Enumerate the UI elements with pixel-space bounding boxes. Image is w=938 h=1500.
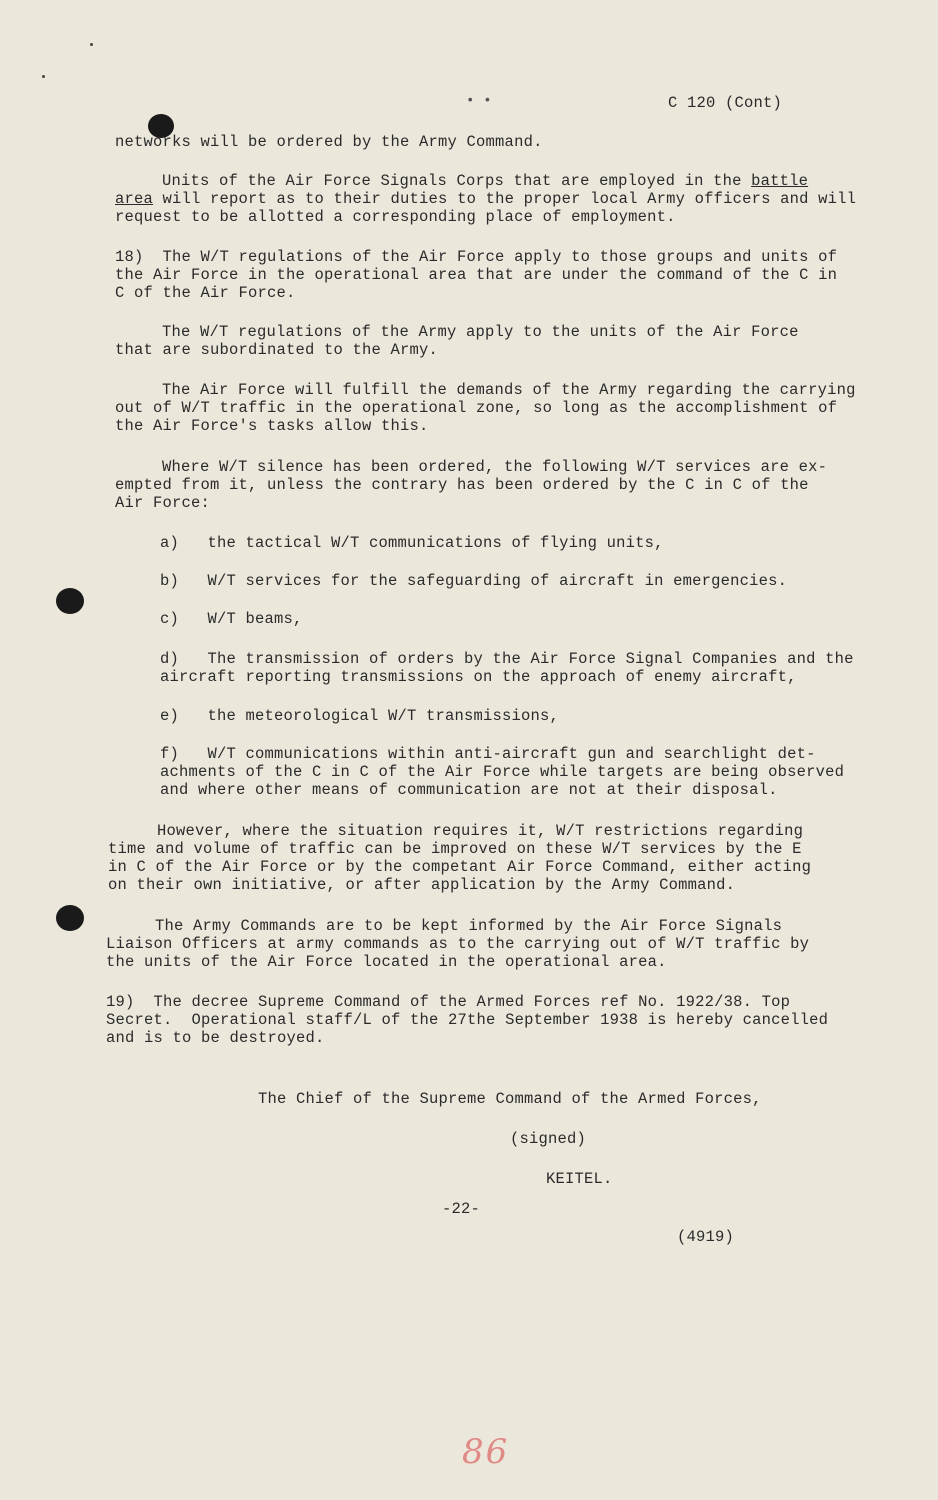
text-line: The Army Commands are to be kept informed by the Air Force Signals xyxy=(155,917,783,935)
handwritten-page-number: 86 xyxy=(462,1432,510,1472)
list-item-f: f) W/T communications within anti-aircraft gun and searchlight det- xyxy=(160,745,816,763)
underlined-word: area xyxy=(115,190,154,208)
signatory-title: The Chief of the Supreme Command of the Armed Forces, xyxy=(258,1090,762,1108)
text-line: and is to be destroyed. xyxy=(106,1029,325,1047)
text-line: The W/T regulations of the Army apply to the units of the Air Force xyxy=(162,323,799,341)
section-19-line: 19) The decree Supreme Command of the Armed Forces ref No. 1922/38. Top xyxy=(106,993,791,1011)
header-dots: • • xyxy=(466,93,492,109)
text-line: time and volume of traffic can be improved on these W/T services by the E xyxy=(108,840,802,858)
text-line: the units of the Air Force located in the operational area. xyxy=(106,953,667,971)
text-line: empted from it, unless the contrary has been ordered by the C in C of the xyxy=(115,476,809,494)
document-reference: C 120 (Cont) xyxy=(668,94,783,112)
document-code: (4919) xyxy=(677,1228,735,1246)
list-item-e: e) the meteorological W/T transmissions, xyxy=(160,707,560,725)
text-segment: will report as to their duties to the proper local Army officers and will xyxy=(153,190,857,208)
text-line: aircraft reporting transmissions on the approach of enemy aircraft, xyxy=(160,668,797,686)
signed-note: (signed) xyxy=(510,1130,587,1148)
text-line: Where W/T silence has been ordered, the following W/T services are ex- xyxy=(162,458,828,476)
text-line: and where other means of communication are not at their disposal. xyxy=(160,781,778,799)
punch-hole xyxy=(56,588,84,614)
text-line: C of the Air Force. xyxy=(115,284,296,302)
speck xyxy=(42,75,45,78)
text-line: the Air Force's tasks allow this. xyxy=(115,417,429,435)
text-line: Liaison Officers at army commands as to the carrying out of W/T traffic by xyxy=(106,935,810,953)
text-line: However, where the situation requires it, W/T restrictions regarding xyxy=(157,822,804,840)
underlined-word: battle xyxy=(751,172,809,190)
text-line: request to be allotted a corresponding place of employment. xyxy=(115,208,676,226)
text-line: Secret. Operational staff/L of the 27the September 1938 is hereby cancelled xyxy=(106,1011,829,1029)
list-item-a: a) the tactical W/T communications of flying units, xyxy=(160,534,664,552)
text-line: that are subordinated to the Army. xyxy=(115,341,439,359)
text-line: out of W/T traffic in the operational zone, so long as the accomplishment of xyxy=(115,399,838,417)
speck xyxy=(90,43,93,46)
list-item-b: b) W/T services for the safeguarding of aircraft in emergencies. xyxy=(160,572,788,590)
signatory-name: KEITEL. xyxy=(546,1170,613,1188)
text-line xyxy=(115,190,856,209)
text-line: The Air Force will fulfill the demands of the Army regarding the carrying xyxy=(162,381,856,399)
text-line xyxy=(162,172,808,191)
text-line: networks will be ordered by the Army Command. xyxy=(115,133,543,151)
text-line: in C of the Air Force or by the competant Air Force Command, either acting xyxy=(108,858,812,876)
page-number: -22- xyxy=(442,1200,481,1218)
text-line: the Air Force in the operational area that are under the command of the C in xyxy=(115,266,838,284)
text-line: Air Force: xyxy=(115,494,211,512)
text-line: achments of the C in C of the Air Force while targets are being observed xyxy=(160,763,845,781)
text-segment: Units of the Air Force Signals Corps that are employed in the xyxy=(162,172,752,190)
list-item-c: c) W/T beams, xyxy=(160,610,303,628)
section-18-line: 18) The W/T regulations of the Air Force apply to those groups and units of xyxy=(115,248,838,266)
text-line: on their own initiative, or after application by the Army Command. xyxy=(108,876,736,894)
punch-hole xyxy=(56,905,84,931)
list-item-d: d) The transmission of orders by the Air Force Signal Companies and the xyxy=(160,650,854,668)
